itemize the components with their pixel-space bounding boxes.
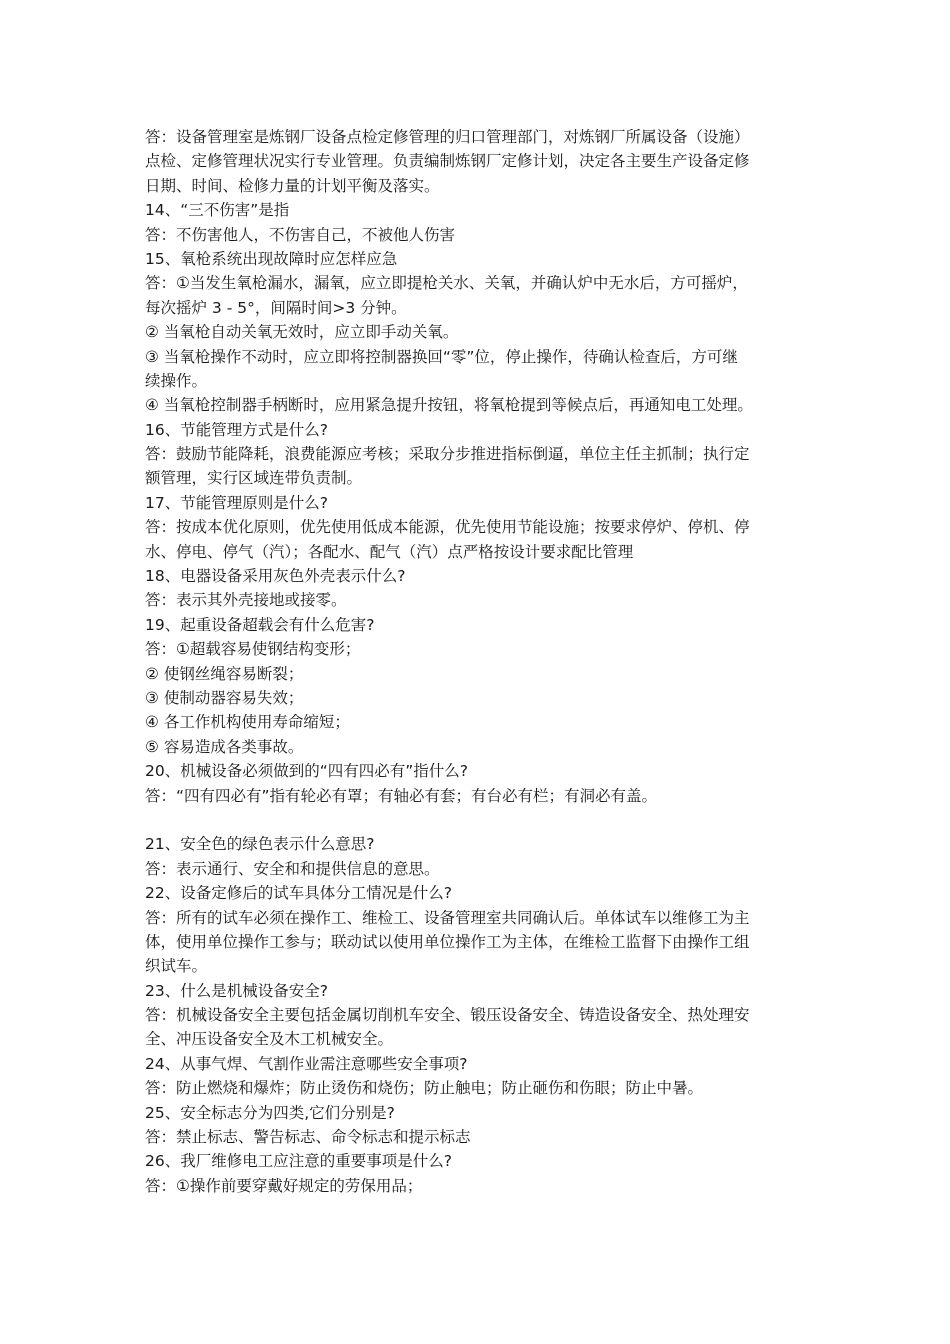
answer-line: 答：鼓励节能降耗，浪费能源应考核；采取分步推进指标倒逼，单位主任主抓制；执行定	[145, 445, 750, 464]
text-line: ⑤ 容易造成各类事故。	[145, 737, 304, 756]
text-line: ② 当氧枪自动关氧无效时，应立即手动关氧。	[145, 323, 459, 342]
question-line: 25、安全标志分为四类,它们分别是?	[145, 1103, 395, 1122]
answer-line: 答：“四有四必有”指有轮必有罩；有轴必有套；有台必有栏；有洞必有盖。	[145, 786, 658, 805]
text-line: 续操作。	[145, 371, 208, 390]
text-line: 水、停电、停气（汽）；各配水、配气（汽）点严格按设计要求配比管理	[145, 542, 634, 561]
answer-line: 答：机械设备安全主要包括金属切削机车安全、锻压设备安全、铸造设备安全、热处理安	[145, 1006, 750, 1025]
text-line: 每次摇炉 3 - 5°，间隔时间>3 分钟。	[145, 298, 407, 317]
question-line: 26、我厂维修电工应注意的重要事项是什么?	[145, 1152, 452, 1171]
answer-line: 答：防止燃烧和爆炸；防止烫伤和烧伤；防止触电；防止砸伤和伤眼；防止中暑。	[145, 1079, 704, 1098]
answer-line: 答：不伤害他人，不伤害自己，不被他人伤害	[145, 225, 456, 244]
question-line: 15、氧枪系统出现故障时应怎样应急	[145, 249, 398, 268]
answer-line: 答：①超载容易使钢结构变形；	[145, 640, 361, 659]
text-line: ④ 当氧枪控制器手柄断时，应用紧急提升按钮，将氧枪提到等候点后，再通知电工处理。	[145, 396, 753, 415]
question-line: 20、机械设备必须做到的“四有四必有”指什么?	[145, 762, 469, 781]
text-line: ③ 使制动器容易失效；	[145, 688, 304, 707]
text-line: 点检、定修管理状况实行专业管理。负责编制炼钢厂定修计划，决定各主要生产设备定修	[145, 152, 750, 171]
question-line: 19、起重设备超载会有什么危害?	[145, 615, 375, 634]
question-line: 18、电器设备采用灰色外壳表示什么?	[145, 567, 406, 586]
document-page	[145, 125, 805, 1198]
text-line: 织试车。	[145, 957, 208, 976]
answer-line: 答：按成本优化原则，优先使用低成本能源，优先使用节能设施；按要求停炉、停机、停	[145, 518, 750, 537]
text-line: 答：设备管理室是炼钢厂设备点检定修管理的归口管理部门，对炼钢厂所属设备（设施）	[145, 128, 750, 146]
answer-line: 答：禁止标志、警告标志、命令标志和提示标志	[145, 1128, 471, 1147]
question-line: 21、安全色的绿色表示什么意思?	[145, 835, 375, 854]
question-line: 17、节能管理原则是什么?	[145, 493, 328, 512]
text-line: ② 使钢丝绳容易断裂；	[145, 664, 304, 683]
text-line: ③ 当氧枪操作不动时，应立即将控制器换回“零”位，停止操作，待确认检查后，方可继	[145, 347, 738, 366]
answer-line: 答：表示其外壳接地或接零。	[145, 591, 347, 610]
question-line: 23、什么是机械设备安全?	[145, 981, 328, 1000]
question-line: 22、设备定修后的试车具体分工情况是什么?	[145, 884, 452, 903]
answer-line: 答：表示通行、安全和和提供信息的意思。	[145, 859, 440, 878]
text-line: 全、冲压设备安全及木工机械安全。	[145, 1030, 394, 1049]
text-line: 额管理，实行区域连带负责制。	[145, 469, 363, 488]
answer-line: 答：①操作前要穿戴好规定的劳保用品；	[145, 1176, 423, 1195]
text-line: 日期、时间、检修力量的计划平衡及落实。	[145, 176, 440, 195]
answer-line: 答：所有的试车必须在操作工、维检工、设备管理室共同确认后。单体试车以维修工为主	[145, 908, 750, 927]
question-line: 16、节能管理方式是什么?	[145, 420, 328, 439]
question-line: 24、从事气焊、气割作业需注意哪些安全事项?	[145, 1054, 468, 1073]
question-line: 14、“三不伤害”是指	[145, 201, 290, 220]
text-line: 体，使用单位操作工参与；联动试以使用单位操作工为主体，在维检工监督下由操作工组	[145, 932, 750, 951]
blank-line	[145, 808, 805, 832]
text-line: ④ 各工作机构使用寿命缩短；	[145, 713, 350, 732]
answer-line: 答：①当发生氧枪漏水，漏氧，应立即提枪关水、关氧，并确认炉中无水后，方可摇炉，	[145, 274, 748, 293]
